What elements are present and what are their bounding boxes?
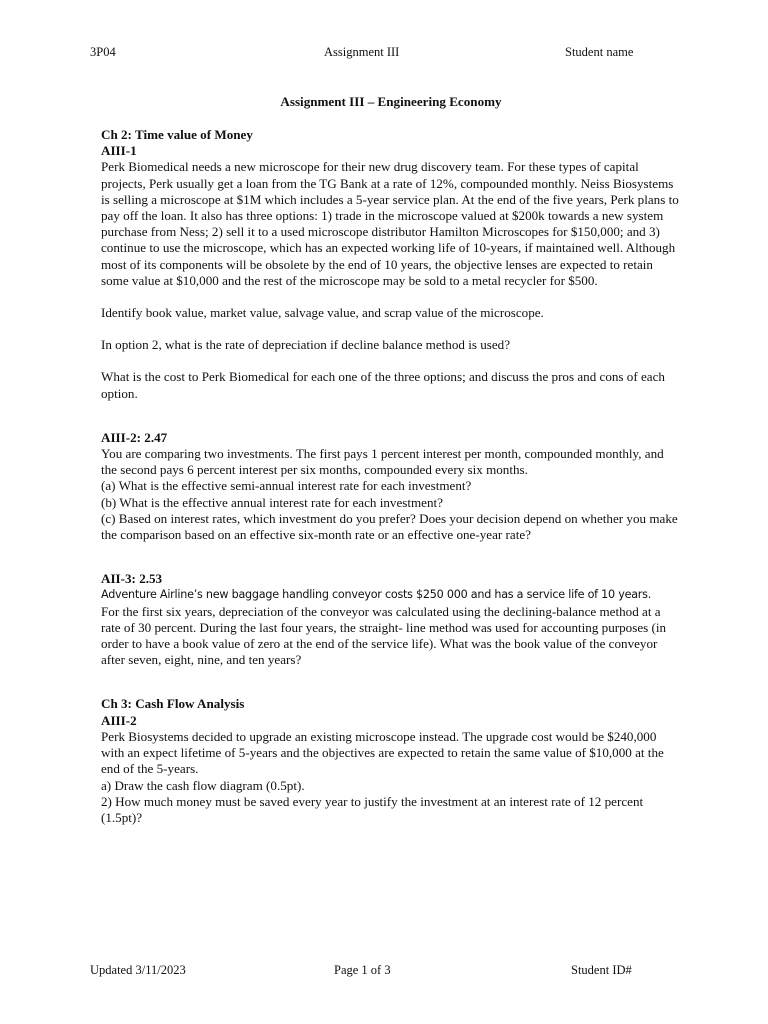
footer-student-id: Student ID#	[571, 963, 632, 977]
question-part-c: (c) Based on interest rates, which investment do you prefer? Does your decision depend on whether you make the comparison based on an effective six-month rate or an effective one-year rate?	[101, 510, 678, 543]
question-label-ch3-aiii-2: AIII-2	[101, 712, 137, 728]
question-body-aiii-1: Perk Biomedical needs a new microscope for their new drug discovery team. For these types of capital projects, Perk usually get a loan from the TG Bank at a rate of 12%, compounded monthly. Neiss Biosystems is selling a microscope at $1M which includes a 5-year service plan. At the end of the five years, Perk plans to pay off the loan. It also has three options: 1) trade in the microscope valued at $200k towards a new system purchase from Ness; 2) sell it to a used microscope distributor Hamilton Microscopes for $150,000; and 3) continue to use the microscope, which has an expected working life of 10-years, if maintained well. Although most of its components will be obsolete by the end of 10 years, the objective lenses are expected to retain some value at $10,000 and the rest of the microscope may be sold to a metal recycler for $500.	[101, 159, 679, 288]
question-label-aiii-2: AIII-2: 2.47	[101, 429, 168, 445]
section-heading-ch2: Ch 2: Time value of Money	[101, 127, 253, 142]
footer-updated-date: Updated 3/11/2023	[90, 963, 186, 977]
question-ask-values: Identify book value, market value, salvage value, and scrap value of the microscope.	[101, 305, 544, 321]
question-ask-cost: What is the cost to Perk Biomedical for each one of the three options; and discuss the pros and cons of each option.	[101, 369, 665, 401]
footer-page-number: Page 1 of 3	[334, 963, 391, 977]
header-course-code: 3P04	[90, 45, 116, 59]
question-part-a: (a) What is the effective semi-annual interest rate for each investment?	[101, 478, 472, 494]
question-ask-depreciation: In option 2, what is the rate of depreciation if decline balance method is used?	[101, 337, 511, 353]
header-assignment: Assignment III	[324, 45, 400, 59]
header-student-name: Student name	[565, 45, 634, 59]
question-line-conveyor: Adventure Airline’s new baggage handling conveyor costs $250 000 and has a service life of 10 years.	[101, 588, 652, 602]
question-part-b: (b) What is the effective annual interest rate for each investment?	[101, 494, 443, 510]
question-intro-aiii-2: You are comparing two investments. The first pays 1 percent interest per month, compounded monthly, and the second pays 6 percent interest per six months, compounded every six months.	[101, 446, 664, 478]
page-title: Assignment III – Engineering Economy	[280, 94, 502, 109]
question-label-aiii-1: AIII-1	[101, 143, 137, 159]
question-body-ch3: Perk Biosystems decided to upgrade an existing microscope instead. The upgrade cost would be $240,000 with an expect lifetime of 5-years and the objectives are expected to retain the same value of $10,000 at the end of the 5-years.	[101, 728, 664, 777]
section-heading-ch3: Ch 3: Cash Flow Analysis	[101, 696, 245, 712]
question-body-aii-3: For the first six years, depreciation of the conveyor was calculated using the declining-balance method at a rate of 30 percent. During the last four years, the straight- line method was used for accounting purposes (in order to have a book value of zero at the end of the service life). What was the book value of the conveyor after seven, eight, nine, and ten years?	[101, 603, 667, 668]
question-label-aii-3: AII-3: 2.53	[101, 571, 163, 587]
section-ch2	[101, 127, 681, 696]
section-ch3	[101, 696, 681, 826]
question-part-a-diagram: a) Draw the cash flow diagram (0.5pt).	[101, 777, 305, 793]
document-body	[101, 94, 681, 826]
question-part-2-savings: 2) How much money must be saved every year to justify the investment at an interest rate of 12 percent (1.5pt)?	[101, 793, 644, 825]
